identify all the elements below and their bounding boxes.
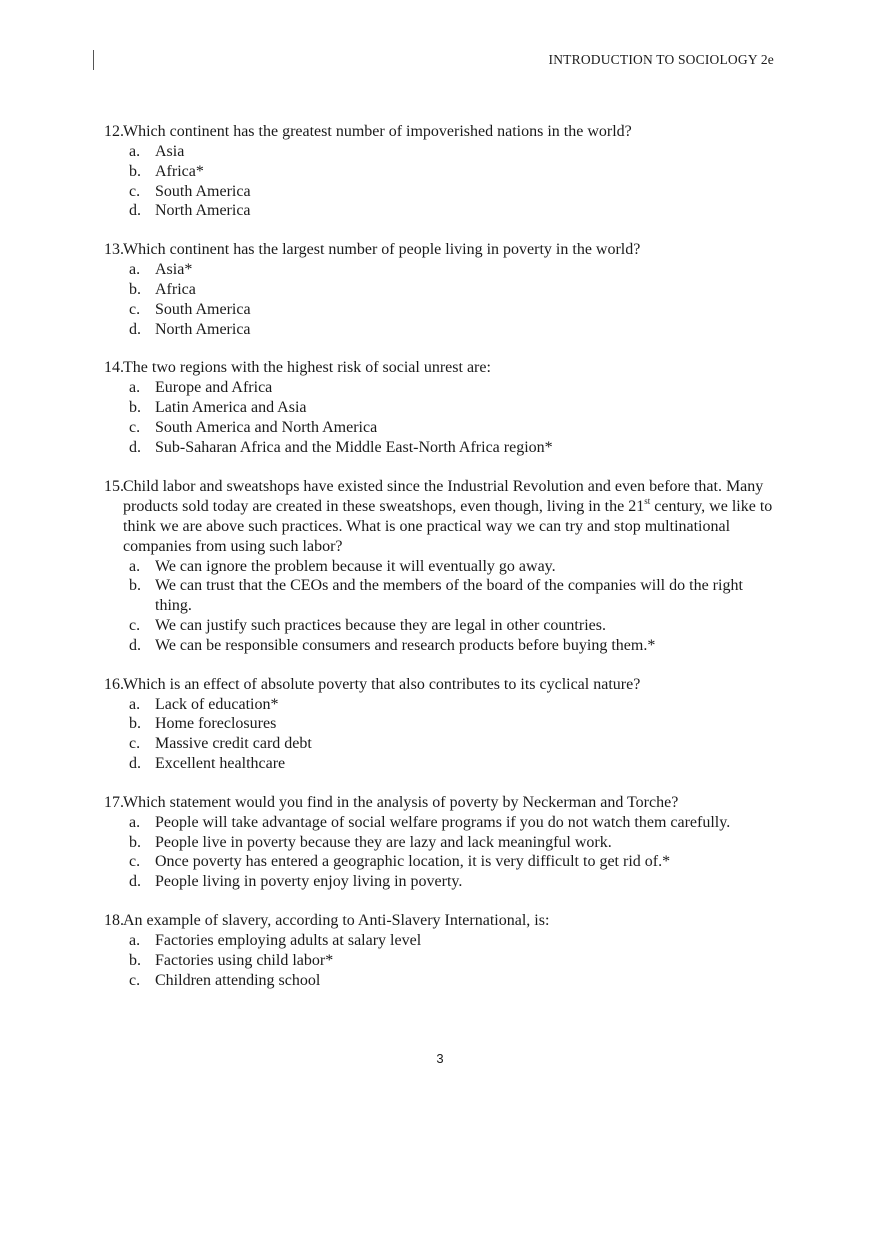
question-list: [0, 122, 880, 1009]
option-item: [123, 300, 780, 320]
option-item: [123, 872, 780, 892]
question-text: Which is an effect of absolute poverty that also contributes to its cyclical nature?: [123, 675, 641, 693]
option-item: [123, 695, 780, 715]
option-text: People live in poverty because they are lazy and lack meaningful work.: [155, 833, 612, 851]
option-item: [123, 971, 780, 991]
option-text: We can trust that the CEOs and the members of the board of the companies will do the right thing.: [155, 577, 743, 615]
option-item: [123, 616, 780, 636]
option-item: [123, 576, 780, 616]
question-number: 17.: [104, 793, 124, 811]
option-item: [123, 754, 780, 774]
question-number: 15.: [104, 477, 124, 495]
option-letter: d.: [129, 202, 141, 220]
option-text: South America: [155, 182, 251, 200]
question-text-part: Child labor and sweatshops have existed since the Industrial Revolution and even before that. Many products sold today are created in these sweatshops, even though, living in the 21: [123, 477, 764, 515]
option-letter: a.: [129, 261, 141, 279]
option-item: [123, 714, 780, 734]
question-number: 16.: [104, 675, 124, 693]
option-letter: c.: [129, 735, 141, 753]
option-text: Sub-Saharan Africa and the Middle East-North Africa region*: [155, 438, 553, 456]
option-text: People living in poverty enjoy living in poverty.: [155, 873, 463, 891]
option-item: [123, 398, 780, 418]
option-letter: a.: [129, 813, 141, 831]
option-item: [123, 280, 780, 300]
question-text: An example of slavery, according to Anti-Slavery International, is:: [123, 911, 550, 929]
option-letter: c.: [129, 971, 141, 989]
question-number: 12.: [104, 123, 124, 140]
option-text: Africa: [155, 280, 196, 298]
option-text: Children attending school: [155, 971, 321, 989]
option-letter: d.: [129, 754, 141, 772]
question-item: [0, 793, 880, 892]
option-item: [123, 162, 780, 182]
option-text: Factories employing adults at salary level: [155, 931, 422, 949]
option-item: [123, 734, 780, 754]
option-text: Lack of education*: [155, 695, 279, 713]
option-text: South America: [155, 300, 251, 318]
option-text: North America: [155, 202, 251, 220]
option-text: Factories using child labor*: [155, 951, 334, 969]
question-number: 13.: [104, 241, 124, 259]
option-text: Massive credit card debt: [155, 735, 312, 753]
option-item: [123, 951, 780, 971]
option-letter: d.: [129, 438, 141, 456]
option-text: South America and North America: [155, 418, 378, 436]
option-text: Europe and Africa: [155, 379, 273, 397]
option-letter: d.: [129, 873, 141, 891]
option-letter: b.: [129, 951, 141, 969]
question-text-part: century, we like to think we are above such practices. What is one practical way we can try and stop multinational companies from using such labor?: [123, 497, 773, 555]
option-letter: a.: [129, 695, 141, 713]
option-letter: a.: [129, 931, 141, 949]
option-text: Home foreclosures: [155, 715, 277, 733]
option-list: [123, 695, 780, 774]
option-item: [123, 260, 780, 280]
option-item: [123, 418, 780, 438]
option-text: Once poverty has entered a geographic location, it is very difficult to get rid of.*: [155, 853, 671, 871]
option-letter: b.: [129, 715, 141, 733]
page-number: 3: [436, 1051, 444, 1066]
option-list: [123, 142, 780, 221]
option-letter: b.: [129, 833, 141, 851]
option-list: [123, 260, 780, 339]
question-item: [0, 122, 880, 221]
question-item: [0, 240, 880, 339]
option-letter: d.: [129, 636, 141, 654]
option-letter: a.: [129, 143, 141, 160]
option-item: [123, 833, 780, 853]
option-letter: a.: [129, 557, 141, 575]
option-letter: b.: [129, 399, 141, 417]
option-item: [123, 378, 780, 398]
option-letter: b.: [129, 162, 141, 180]
option-letter: c.: [129, 853, 141, 871]
option-list: [123, 813, 780, 892]
option-letter: d.: [129, 320, 141, 338]
option-letter: c.: [129, 182, 141, 200]
option-letter: c.: [129, 300, 141, 318]
option-item: [123, 142, 780, 162]
ordinal-suffix: st: [644, 495, 651, 506]
option-item: [123, 182, 780, 202]
running-header: INTRODUCTION TO SOCIOLOGY 2e: [548, 52, 774, 67]
question-text: [123, 477, 780, 557]
option-item: [123, 201, 780, 221]
option-text: We can be responsible consumers and research products before buying them.*: [155, 636, 656, 654]
option-letter: a.: [129, 379, 141, 397]
question-item: [0, 477, 880, 656]
option-text: North America: [155, 320, 251, 338]
question-item: [0, 358, 880, 457]
question-number: 14.: [104, 359, 124, 377]
option-letter: b.: [129, 577, 141, 595]
option-item: [123, 438, 780, 458]
option-text: Asia: [155, 143, 185, 160]
question-item: [0, 911, 880, 990]
option-letter: c.: [129, 616, 141, 634]
option-item: [123, 852, 780, 872]
option-text: Latin America and Asia: [155, 399, 307, 417]
margin-mark: [93, 50, 94, 70]
option-item: [123, 320, 780, 340]
question-text: Which continent has the greatest number of impoverished nations in the world?: [123, 123, 632, 140]
option-text: We can ignore the problem because it will eventually go away.: [155, 557, 556, 575]
option-item: [123, 813, 780, 833]
question-number: 18.: [104, 911, 124, 929]
option-text: Excellent healthcare: [155, 754, 286, 772]
option-text: Africa*: [155, 162, 204, 180]
option-text: Asia*: [155, 261, 193, 279]
option-item: [123, 557, 780, 577]
option-item: [123, 636, 780, 656]
option-letter: b.: [129, 280, 141, 298]
question-item: [0, 675, 880, 774]
option-letter: c.: [129, 418, 141, 436]
question-text: Which statement would you find in the analysis of poverty by Neckerman and Torche?: [123, 793, 679, 811]
option-list: [123, 557, 780, 656]
option-text: People will take advantage of social welfare programs if you do not watch them carefully.: [155, 813, 731, 831]
option-list: [123, 931, 780, 990]
option-item: [123, 931, 780, 951]
question-text: The two regions with the highest risk of social unrest are:: [123, 359, 491, 377]
option-list: [123, 378, 780, 457]
question-text: Which continent has the largest number of people living in poverty in the world?: [123, 241, 641, 259]
option-text: We can justify such practices because they are legal in other countries.: [155, 616, 606, 634]
